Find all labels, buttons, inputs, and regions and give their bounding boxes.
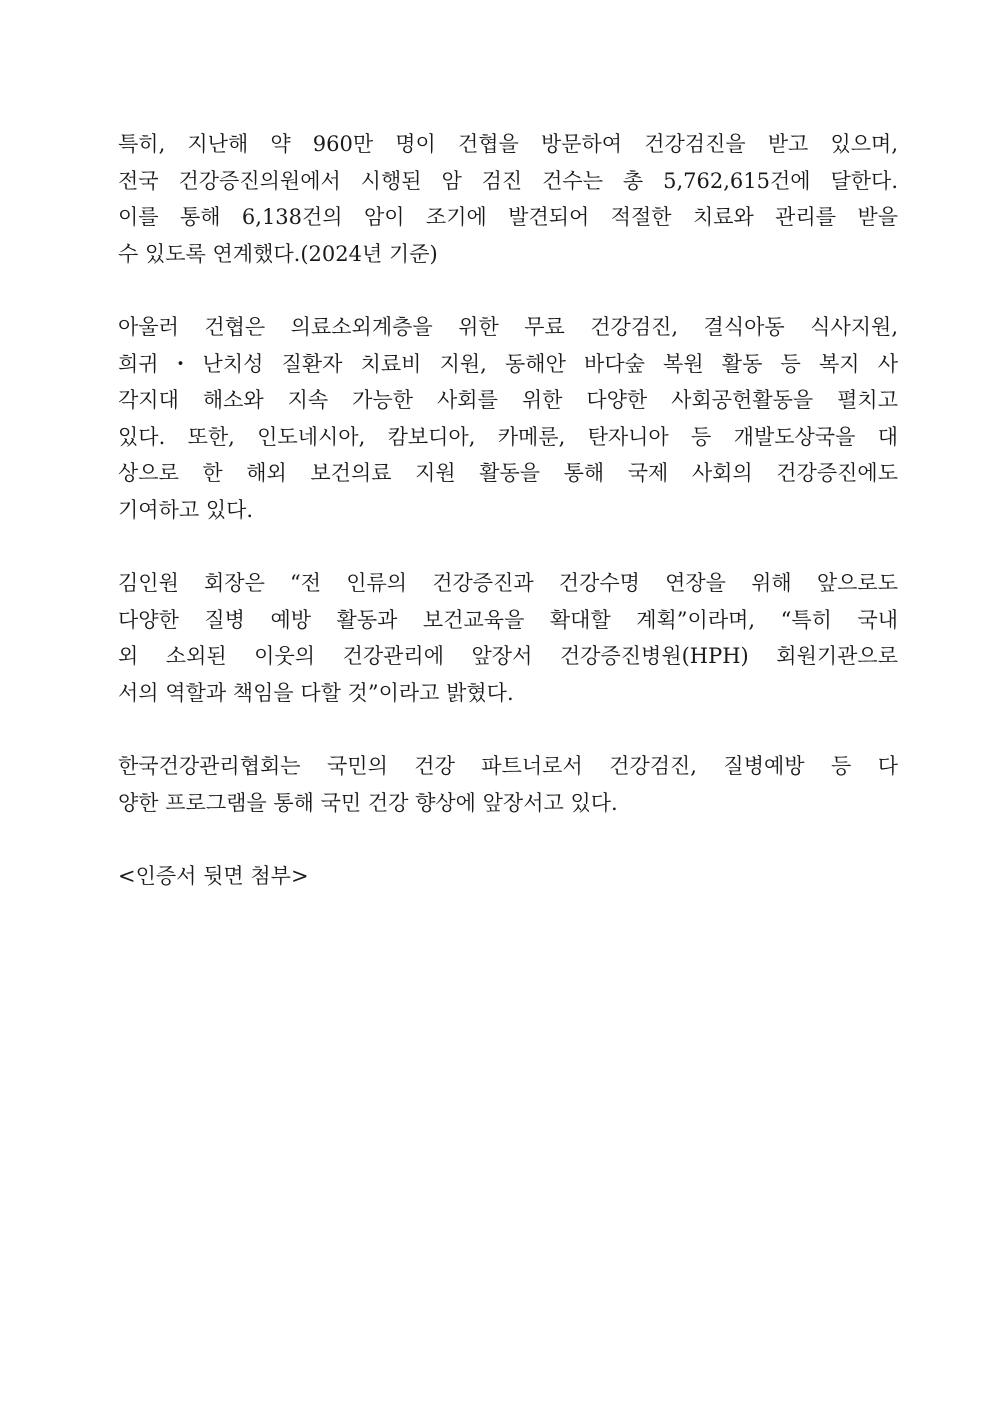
text-line: 상으로 한 해외 보건의료 지원 활동을 통해 국제 사회의 건강증진에도 [118,461,898,485]
text-line: 수 있도록 연계했다.(2024년 기준) [118,241,438,266]
text-line: 양한 프로그램을 통해 국민 건강 향상에 앞장서고 있다. [118,790,618,815]
text-line: 기여하고 있다. [118,497,254,522]
text-line: 전국 건강증진의원에서 시행된 암 검진 건수는 총 5,762,615건에 달한다. [118,168,898,193]
text-line: 특히, 지난해 약 960만 명이 건협을 방문하여 건강검진을 받고 있으며, [118,132,898,156]
paragraph-screening-stats [118,126,898,272]
text-line: 아울러 건협은 의료소외계층을 위한 무료 건강검진, 결식아동 식사지원, [118,315,898,339]
text-line: 각지대 해소와 지속 가능한 사회를 위한 다양한 사회공헌활동을 펼치고 [118,388,898,412]
document-page [118,126,898,895]
attachment-note: <인증서 뒷면 첨부> [118,864,309,888]
paragraph-organization-summary [118,748,898,821]
text-line: 서의 역할과 책임을 다할 것”이라고 밝혔다. [118,680,514,705]
text-line: 이를 통해 6,138건의 암이 조기에 발견되어 적절한 치료와 관리를 받을 [118,205,898,229]
paragraph-president-quote [118,565,898,711]
text-line: 희귀・난치성 질환자 치료비 지원, 동해안 바다숲 복원 활동 등 복지 사 [118,351,898,376]
text-line: 외 소외된 이웃의 건강관리에 앞장서 건강증진병원(HPH) 회원기관으로 [118,644,898,668]
text-line: 김인원 회장은 “전 인류의 건강증진과 건강수명 연장을 위해 앞으로도 [118,571,898,595]
text-line: 다양한 질병 예방 활동과 보건교육을 확대할 계획”이라며, “특히 국내 [118,607,898,632]
text-line: 한국건강관리협회는 국민의 건강 파트너로서 건강검진, 질병예방 등 다 [118,754,898,778]
paragraph-social-contribution [118,309,898,528]
text-line: 있다. 또한, 인도네시아, 캄보디아, 카메룬, 탄자니아 등 개발도상국을 대 [118,424,898,449]
